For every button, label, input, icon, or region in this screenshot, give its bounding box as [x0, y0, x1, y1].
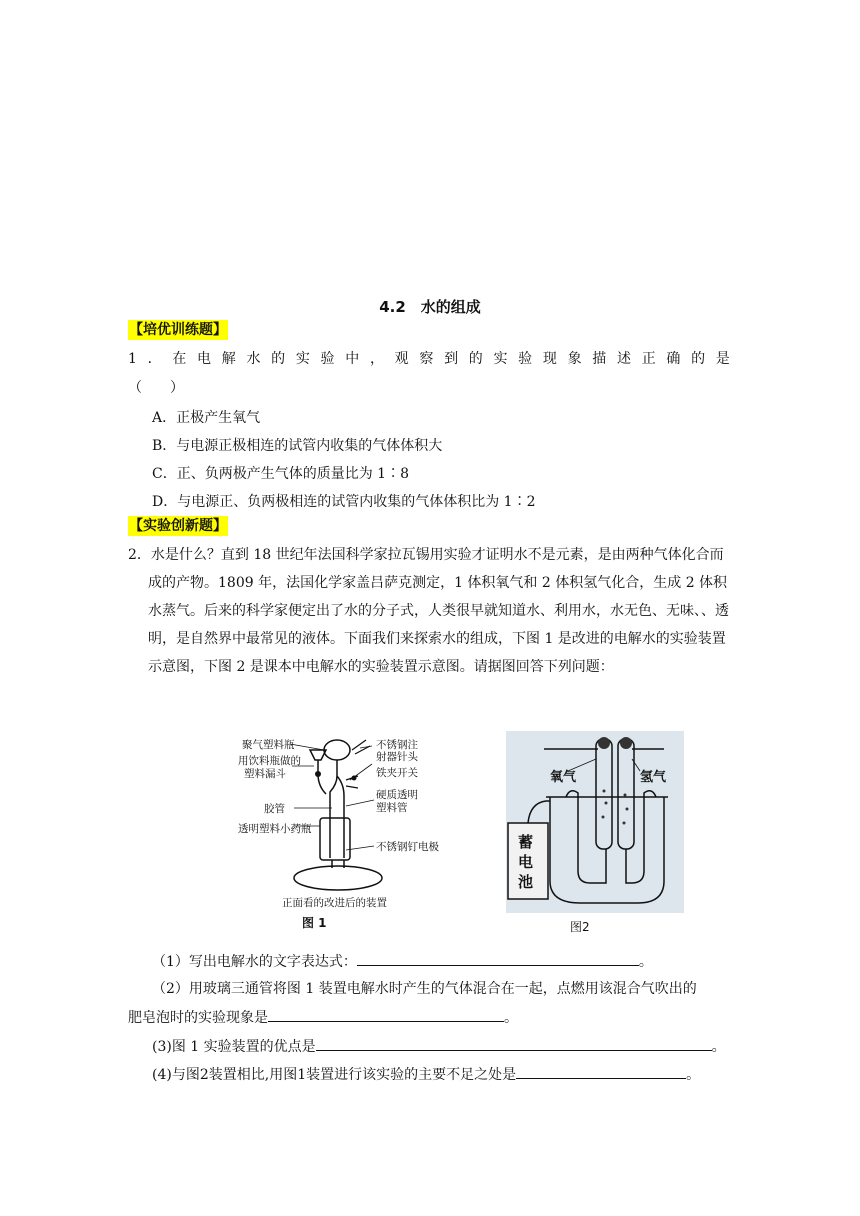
sub-question-2-end: 。 [504, 1010, 518, 1026]
option-c: C．正、负两极产生气体的质量比为 1∶8 [152, 466, 409, 482]
fig1-label-needle-a: 不锈钢注 [376, 739, 418, 751]
question-1-stem-char: 是 [715, 351, 730, 367]
question-1-stem-char: 现 [542, 351, 557, 367]
question-1-stem-char: 电 [197, 351, 212, 367]
section-heading-innovation: 【实验创新题】 [129, 518, 227, 534]
page-title: 4.2 水的组成 [379, 298, 481, 316]
sub-question-3 [152, 1036, 726, 1057]
fig1-label-vial: 透明塑料小药瓶 [238, 823, 312, 835]
option-d: D．与电源正、负两极相连的试管内收集的气体体积比为 1∶2 [152, 494, 536, 510]
fig1-label-needle-b: 射器针头 [376, 751, 418, 763]
sub-question-4-end: 。 [686, 1067, 701, 1083]
fig1-label-funnel-a: 用饮料瓶做的 [238, 755, 301, 767]
answer-blank-1[interactable] [357, 951, 639, 966]
question-2-paragraph [128, 541, 734, 681]
sub-question-4-text: (4)与图2装置相比,用图1装置进行该实验的主要不足之处是 [152, 1067, 517, 1083]
question-1-stem-char: 述 [616, 351, 631, 367]
question-1-stem-char: 的 [271, 351, 286, 367]
question-1-stem-char: 解 [221, 351, 236, 367]
sub-question-4 [152, 1064, 700, 1085]
fig2-label-battery-3: 池 [518, 873, 534, 891]
answer-blank-3[interactable] [316, 1036, 712, 1051]
figure-2-caption: 图2 [570, 920, 590, 934]
sub-question-3-text: (3)图 1 实验装置的优点是 [152, 1039, 316, 1055]
figure-1-improved-apparatus [234, 736, 466, 912]
sub-question-2-text2: 肥皂泡时的实验现象是 [128, 1010, 268, 1026]
option-a: A．正极产生氧气 [152, 410, 261, 426]
section-heading-training: 【培优训练题】 [129, 322, 227, 338]
question-1-stem-char: 到 [444, 351, 459, 367]
sub-question-1-end: 。 [638, 954, 653, 970]
question-1-stem-char: ． [147, 351, 162, 367]
fig1-label-funnel-b: 塑料漏斗 [244, 768, 286, 780]
sub-question-1-text: （1）写出电解水的文字表达式： [152, 954, 357, 970]
question-1-stem-char: 象 [567, 351, 582, 367]
question-1-stem-char: 实 [295, 351, 310, 367]
fig1-label-hose: 胶管 [264, 803, 285, 815]
question-1-stem-char: 验 [320, 351, 335, 367]
question-1-stem-char: 中 [345, 351, 360, 367]
sub-question-2-cont [128, 1007, 518, 1028]
fig2-label-battery-2: 电 [518, 853, 534, 871]
question-1-stem-char: 在 [172, 351, 187, 367]
question-1-stem-char: 确 [666, 351, 681, 367]
question-1-stem-char: 水 [246, 351, 261, 367]
question-1-stem-char: 的 [691, 351, 706, 367]
question-1-stem-char: 察 [419, 351, 434, 367]
figure-1-caption: 图 1 [302, 916, 327, 930]
figure-2-textbook-apparatus [506, 731, 684, 913]
fig1-label-front-view: 正面看的改进后的装置 [282, 897, 387, 909]
question-1-stem-char: 验 [518, 351, 533, 367]
question-1-stem [128, 349, 730, 369]
fig1-label-tube-a: 硬质透明 [376, 789, 418, 801]
question-1-stem-char: 观 [394, 351, 409, 367]
answer-blank-4[interactable] [516, 1064, 686, 1079]
question-1-stem-char: 描 [592, 351, 607, 367]
option-b: B．与电源正极相连的试管内收集的气体体积大 [152, 438, 443, 454]
sub-question-1 [152, 951, 653, 972]
fig1-label-tube-b: 塑料管 [376, 802, 408, 814]
fig1-label-clamp: 铁夹开关 [376, 767, 418, 779]
fig2-label-hydrogen: 氢气 [640, 770, 667, 785]
question-1-stem-char: 的 [468, 351, 483, 367]
fig1-label-collector: 聚气塑料瓶 [242, 739, 295, 751]
sub-question-3-end: 。 [711, 1039, 726, 1055]
answer-blank-2[interactable] [268, 1007, 504, 1022]
fig2-label-battery-1: 蓄 [518, 833, 534, 851]
question-1-stem-char: 正 [641, 351, 656, 367]
sub-question-2: （2）用玻璃三通管将图 1 装置电解水时产生的气体混合在一起，点燃用该混合气吹出的 [152, 981, 697, 997]
question-2-text: 2．水是什么？直到 18 世纪年法国科学家拉瓦锡用实验才证明水不是元素，是由两种气体化合而成的产物。1809 年，法国化学家盖吕萨克测定，1 体积氧气和 2 体积氢气化合，生成 2 体积水蒸气。后来的科学家便定出了水的分子式，人类很早就知道水、利用水，水无色、无味、、透明，是自然界中最常见的液体。下面我们来探索水的组成，下图 1 是改进的电解水的实验装置示意图，下图 2 是课本中电解水的实验装置示意图。请据图回答下列问题： [128, 547, 729, 675]
fig2-label-oxygen: 氧气 [550, 770, 577, 785]
question-1-paren: （ ） [128, 380, 184, 396]
question-1-stem-char: ， [369, 351, 384, 367]
question-1-stem-char: 1 [128, 351, 137, 367]
fig1-label-electrode: 不锈钢钉电极 [376, 841, 439, 853]
question-1-stem-char: 实 [493, 351, 508, 367]
